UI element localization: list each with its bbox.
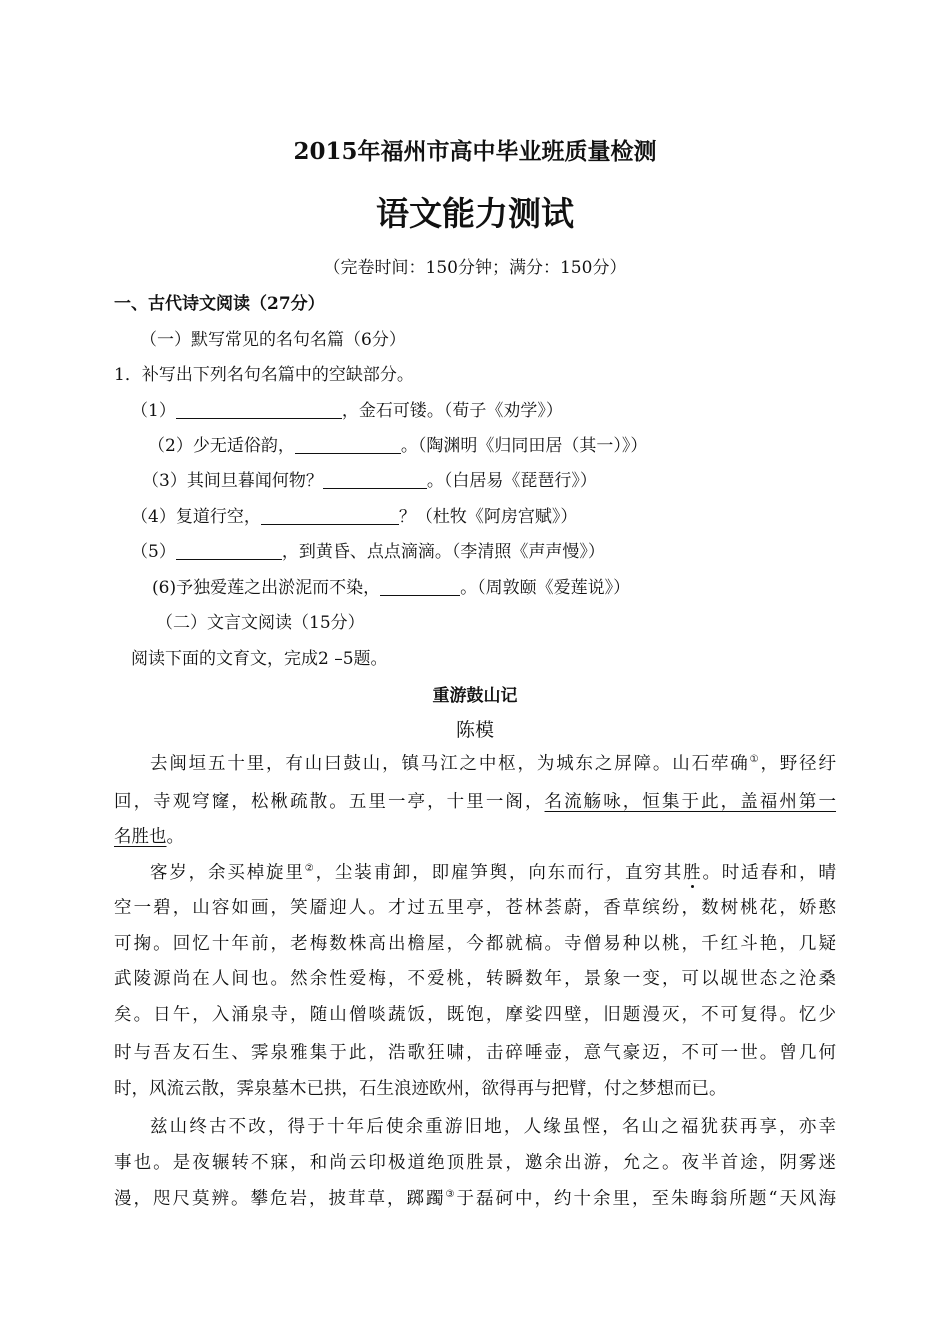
answer-blank[interactable] <box>176 400 342 419</box>
passage-line: 时与吾友石生、霁泉雅集于此，浩歌狂啸，击碎唾壶，意气豪迈，不可一世。曾几何 <box>114 1043 836 1063</box>
item-text: ？（杜牧《阿房宫赋》） <box>398 507 578 527</box>
question-1-prompt: 1．补写出下列名句名篇中的空缺部分。 <box>114 365 414 385</box>
underlined-sentence: 名流觞咏，恒集于此，盖福州第一 <box>544 792 837 812</box>
passage-line: 名胜也。 <box>114 827 184 847</box>
reading-instruction: 阅读下面的文育文，完成2 –5题。 <box>131 649 388 669</box>
item-text: 予独爱莲之出淤泥而不染， <box>176 578 381 598</box>
passage-line: 武陵源尚在人间也。然余性爱梅，不爱桃，转瞬数年，景象一变，可以觇世态之沧桑 <box>114 969 836 989</box>
item-text: ，金石可镂。（荀子《劝学》） <box>341 401 563 421</box>
answer-blank[interactable] <box>261 506 399 525</box>
item-number: （5） <box>131 542 176 562</box>
passage-line: 时，风流云散，霁泉墓木已拱，石生浪迹欧州，欲得再与把臂，付之梦想而已。 <box>114 1079 727 1099</box>
item-text: ，到黄昏、点点滴滴。（李清照《声声慢》） <box>281 542 605 562</box>
item-number: （3） <box>142 471 187 491</box>
passage-line: 空一碧，山容如画，笑靥迎人。才过五里亭，苍林荟蔚，香草缤纷，数树桃花，娇憨 <box>114 898 836 918</box>
footnote-mark: ① <box>749 754 761 765</box>
fill-item-4 <box>131 505 577 529</box>
item-number: (6) <box>152 578 177 598</box>
item-number: （2） <box>148 436 193 456</box>
exam-subtitle: 语文能力测试 <box>376 194 574 233</box>
fill-item-1 <box>131 399 563 423</box>
footnote-mark: ③ <box>445 1189 457 1200</box>
item-text: 。（陶渊明《归同田居（其一）》） <box>400 436 648 456</box>
part1-heading: （一）默写常见的名句名篇（6分） <box>140 330 406 350</box>
passage-title: 重游鼓山记 <box>432 686 518 706</box>
item-number: （4） <box>131 507 176 527</box>
fill-item-6 <box>152 576 630 600</box>
answer-blank[interactable] <box>295 435 401 454</box>
item-number: （1） <box>131 401 176 421</box>
item-text: 少无适俗韵， <box>192 436 295 456</box>
fill-item-2 <box>148 434 647 458</box>
passage-author: 陈模 <box>455 719 494 741</box>
passage-line: 可掬。回忆十年前，老梅数株高出檐屋，今都就槁。寺僧易种以桃，千红斗艳，几疑 <box>114 934 836 954</box>
answer-blank[interactable] <box>380 577 460 596</box>
fill-item-5 <box>131 540 605 564</box>
item-text: 复道行空， <box>175 507 261 527</box>
exam-info: （完卷时间：150分钟；满分：150分） <box>323 258 627 278</box>
answer-blank[interactable] <box>323 470 427 489</box>
part2-heading: （二）文言文阅读（15分） <box>156 613 365 633</box>
section-heading: 一、古代诗文阅读（27分） <box>114 294 325 314</box>
underlined-sentence: 名胜也 <box>114 827 167 847</box>
item-text: 其间旦暮闻何物？ <box>186 471 323 491</box>
emphasis-dot-char: 胜 <box>683 863 703 883</box>
passage-line: 去闽垣五十里，有山曰鼓山，镇马江之中枢，为城东之屏障。山石荦确①，野径纡 <box>150 754 836 774</box>
exam-title: 2015年福州市高中毕业班质量检测 <box>293 138 657 165</box>
passage-line: 事也。是夜辗转不寐，和尚云印极道绝顶胜景，邀余出游，允之。夜半首途，阴雾迷 <box>114 1153 836 1173</box>
footnote-mark: ② <box>304 863 316 874</box>
item-text: 。（白居易《琵琶行》） <box>426 471 597 491</box>
passage-line: 客岁，余买棹旋里②，尘装甫卸，即雇笋舆，向东而行，直穷其胜。时适春和，晴 <box>150 863 836 883</box>
answer-blank[interactable] <box>176 541 282 560</box>
passage-line: 漫，咫尺莫辨。攀危岩，披茸草，踯躅③于磊砢中，约十余里，至朱晦翁所题“天风海 <box>114 1189 837 1209</box>
fill-item-3 <box>142 469 597 493</box>
item-text: 。（周敦颐《爱莲说》） <box>460 578 631 598</box>
passage-line: 矣。日午，入涌泉寺，随山僧啖蔬饭，既饱，摩娑四壁，旧题漫灭，不可复得。忆少 <box>114 1005 836 1025</box>
passage-line: 兹山终古不改，得于十年后使余重游旧地，人缘虽悭，名山之福犹获再享，亦幸 <box>150 1117 836 1137</box>
passage-line: 回，寺观穹窿，松楸疏散。五里一亭，十里一阁，名流觞咏，恒集于此，盖福州第一 <box>114 792 837 812</box>
